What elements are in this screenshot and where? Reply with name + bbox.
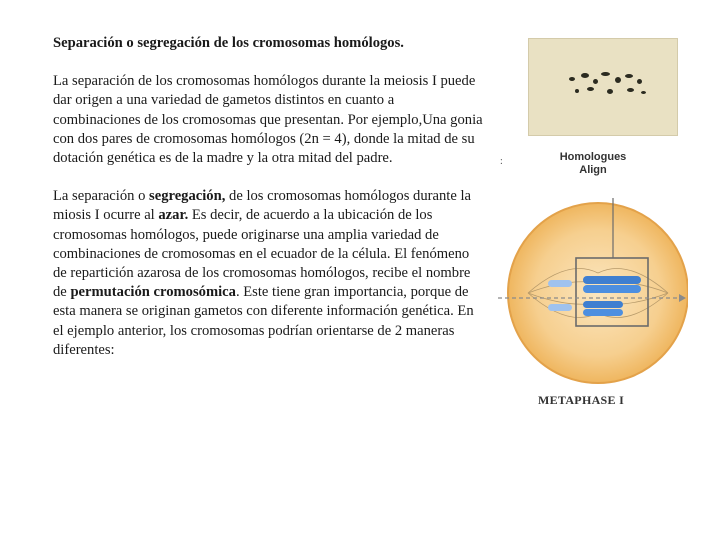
metaphase-figure bbox=[498, 38, 688, 418]
para2-bold-permutacion: permutación cromosómica bbox=[70, 284, 236, 301]
para2-text-4: . Este tiene gran importancia, porque de esta manera se originan gametos con diferente información genética. En el ejemplo anterior, los cromosomas podrían orientarse de 2 maneras diferentes: bbox=[53, 284, 474, 358]
paragraph-1: La separación de los cromosomas homólogos durante la meiosis I puede dar origen a una variedad de gametos distintos en cuanto a combinaciones de los cromosomas que presentan. Por ejemplo,Una gonia con dos pares de cromosomas homólogos (2n = 4), donde la mitad de su dotación genética es de la madre y la otra mitad del padre. bbox=[53, 73, 483, 167]
para2-bold-azar: azar. bbox=[158, 207, 189, 224]
metaphase-label: METAPHASE I bbox=[538, 393, 625, 407]
label-align: Align bbox=[579, 164, 607, 176]
edge-mark: : bbox=[500, 156, 503, 167]
section-title: Separación o segregación de los cromosomas homólogos. bbox=[53, 35, 404, 51]
paragraph-2 bbox=[53, 187, 485, 360]
label-homologues: Homologues bbox=[559, 151, 627, 163]
para2-bold-segregacion: segregación, bbox=[149, 188, 226, 205]
para2-text-1: La separación o bbox=[53, 188, 150, 205]
homologues-align-label bbox=[498, 151, 688, 177]
micrograph-image bbox=[528, 38, 678, 136]
text-column bbox=[53, 34, 485, 379]
para2-text-3: Es decir, de acuerdo a la ubicación de los cromosomas homólogos, puede originarse una amplia variedad de combinaciones de cromosomas en el ecuador de la célula. El fenómeno de repartición azarosa de los cromosomas homólogos, recibe el nombre de bbox=[53, 207, 471, 301]
para2-text-2: de los cromosomas homólogos durante la miosis I ocurre al bbox=[53, 188, 471, 224]
metaphase-cell-diagram bbox=[498, 198, 688, 388]
